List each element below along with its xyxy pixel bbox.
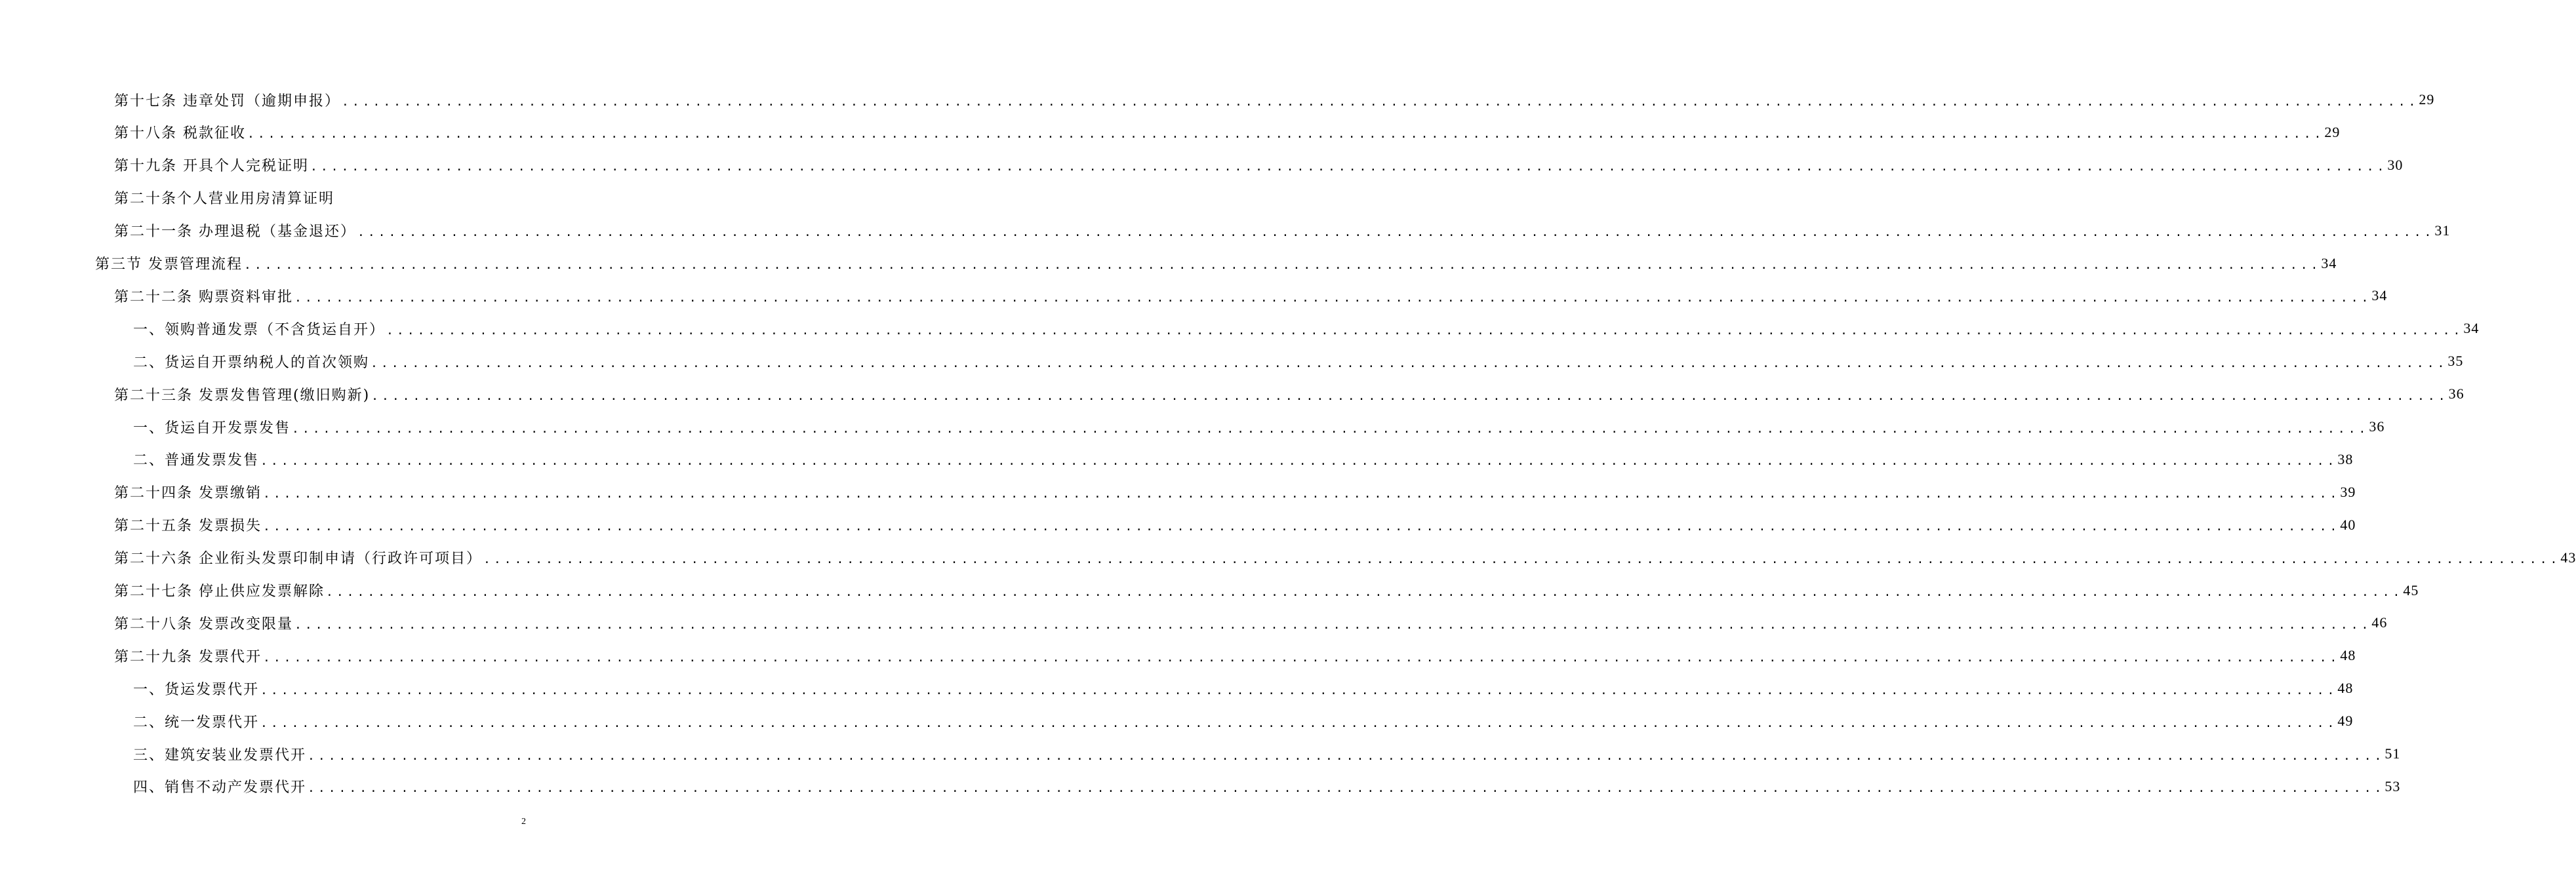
toc-entry-page: 49 bbox=[2337, 713, 2354, 730]
toc-entry-page: 29 bbox=[2324, 123, 2341, 140]
toc-leader-dots: ........................................................................................................................................................................................................ bbox=[371, 356, 2448, 370]
toc-entry-title: 二、统一发票代开 bbox=[133, 714, 260, 731]
toc-entry-title: 一、货运发票代开 bbox=[133, 681, 260, 698]
toc-leader-dots: ........................................................................................................................................................................................................ bbox=[371, 389, 2449, 403]
toc-entry[interactable] bbox=[114, 541, 2576, 574]
toc-entry-title: 第二十条个人营业用房清算证明 bbox=[114, 191, 335, 208]
toc-entry-page: 30 bbox=[2387, 156, 2404, 173]
toc-leader-dots: ........................................................................................................................................................................................................ bbox=[483, 553, 2561, 567]
toc-entry[interactable] bbox=[133, 410, 2385, 443]
toc-entry-title: 四、销售不动产发票代开 bbox=[133, 779, 307, 796]
toc-entry[interactable] bbox=[114, 574, 2419, 607]
toc-entry[interactable] bbox=[114, 214, 2451, 247]
toc-entry-page: 36 bbox=[2448, 385, 2465, 402]
toc-entry-page: 45 bbox=[2403, 581, 2419, 598]
toc-entry-title: 第十七条 违章处罚（逾期申报） bbox=[114, 92, 340, 109]
toc-entry[interactable] bbox=[133, 770, 2401, 803]
toc-entry-title: 第二十七条 停止供应发票解除 bbox=[114, 583, 325, 600]
toc-entry[interactable] bbox=[114, 639, 2356, 672]
toc-entry-page: 38 bbox=[2337, 450, 2354, 467]
toc-entry[interactable] bbox=[133, 705, 2354, 737]
toc-leader-dots: ........................................................................................................................................................................................................ bbox=[294, 617, 2372, 632]
toc-leader-dots: ........................................................................................................................................................................................................ bbox=[263, 520, 2341, 534]
toc-leader-dots: ........................................................................................................................................................................................................ bbox=[244, 258, 2322, 272]
toc-entry[interactable] bbox=[114, 509, 2356, 541]
toc-entry-page: 51 bbox=[2385, 745, 2401, 762]
toc-entry-title: 二、货运自开票纳税人的首次领购 bbox=[133, 354, 370, 371]
toc-entry-page: 31 bbox=[2434, 222, 2451, 239]
toc-entry-title: 三、建筑安装业发票代开 bbox=[133, 747, 307, 764]
toc-entry-title: 第二十四条 发票缴销 bbox=[114, 485, 262, 502]
toc-entry-page: 39 bbox=[2340, 483, 2356, 500]
toc-entry[interactable] bbox=[114, 279, 2388, 312]
toc-entry[interactable] bbox=[133, 443, 2354, 476]
toc-entry-title: 一、货运自开发票发售 bbox=[133, 420, 291, 437]
toc-entry-page: 29 bbox=[2419, 91, 2435, 108]
toc-entry-title: 第二十一条 办理退税（基金退还） bbox=[114, 224, 356, 241]
toc-entry-page: 48 bbox=[2337, 680, 2354, 697]
toc-entry-title: 一、领购普通发票（不含货运自开） bbox=[133, 321, 386, 338]
toc-leader-dots: ........................................................................................................................................................................................................ bbox=[294, 290, 2372, 305]
toc-entry-page: 43 bbox=[2560, 549, 2576, 566]
toc-entry-title: 第二十六条 企业衔头发票印制申请（行政许可项目） bbox=[114, 551, 482, 568]
toc-entry-page: 34 bbox=[2321, 254, 2337, 271]
toc-entry[interactable] bbox=[114, 83, 2435, 116]
toc-entry[interactable] bbox=[114, 378, 2465, 410]
toc-entry-title: 第十九条 开具个人完税证明 bbox=[114, 158, 309, 175]
toc-leader-dots: ........................................................................................................................................................................................................ bbox=[263, 487, 2341, 501]
toc-entry-page: 34 bbox=[2463, 320, 2480, 337]
toc-entry-title: 第十八条 税款征收 bbox=[114, 125, 246, 142]
toc-entry[interactable] bbox=[114, 606, 2388, 639]
toc-entry[interactable] bbox=[133, 312, 2480, 345]
toc-entry-title: 二、普通发票发售 bbox=[133, 452, 260, 469]
toc-leader-dots: ........................................................................................................................................................................................................ bbox=[260, 716, 2338, 730]
toc-entry-title: 第二十三条 发票发售管理(缴旧购新) bbox=[114, 387, 371, 404]
toc-entry[interactable] bbox=[114, 476, 2356, 509]
toc-leader-dots: ........................................................................................................................................................................................................ bbox=[260, 454, 2338, 469]
toc-leader-dots: ........................................................................................................................................................................................................ bbox=[292, 421, 2369, 436]
toc-entry[interactable] bbox=[114, 116, 2341, 149]
toc-leader-dots: ........................................................................................................................................................................................................ bbox=[357, 225, 2435, 240]
toc-leader-dots: ........................................................................................................................................................................................................ bbox=[247, 127, 2325, 142]
toc-entry[interactable] bbox=[114, 149, 2404, 182]
toc-leader-dots: ........................................................................................................................................................................................................ bbox=[342, 94, 2419, 109]
toc-entry-title: 第二十二条 购票资料审批 bbox=[114, 288, 293, 305]
toc-entry-page: 40 bbox=[2340, 516, 2356, 533]
toc-leader-dots: ........................................................................................................................................................................................................ bbox=[308, 749, 2385, 763]
toc-entry[interactable] bbox=[133, 345, 2464, 378]
toc-entry-page: 35 bbox=[2447, 353, 2464, 370]
toc-entry-page: 53 bbox=[2385, 777, 2401, 794]
toc-leader-dots: ........................................................................................................................................................................................................ bbox=[308, 781, 2385, 796]
toc-entry[interactable] bbox=[133, 737, 2401, 770]
toc-entry-title: 第二十九条 发票代开 bbox=[114, 648, 262, 665]
toc-entry-page: 48 bbox=[2340, 647, 2356, 664]
toc-entry-page: 36 bbox=[2369, 418, 2385, 435]
page-number: 2 bbox=[521, 817, 526, 827]
toc-entry[interactable] bbox=[133, 672, 2354, 705]
toc-entry-page: 46 bbox=[2371, 614, 2388, 631]
toc-leader-dots: ........................................................................................................................................................................................................ bbox=[310, 160, 2388, 174]
toc-leader-dots: ........................................................................................................................................................................................................ bbox=[260, 683, 2338, 697]
toc-leader-dots: ........................................................................................................................................................................................................ bbox=[263, 650, 2341, 665]
toc-entry-title: 第三节 发票管理流程 bbox=[95, 256, 243, 273]
toc-entry[interactable] bbox=[114, 182, 334, 214]
toc-entry-page: 34 bbox=[2371, 287, 2388, 304]
toc-entry-title: 第二十五条 发票损失 bbox=[114, 518, 262, 535]
toc-entry[interactable] bbox=[95, 247, 2337, 280]
toc-leader-dots: ........................................................................................................................................................................................................ bbox=[386, 323, 2464, 338]
toc-entry-title: 第二十八条 发票改变限量 bbox=[114, 616, 293, 633]
toc-leader-dots: ........................................................................................................................................................................................................ bbox=[326, 585, 2404, 599]
